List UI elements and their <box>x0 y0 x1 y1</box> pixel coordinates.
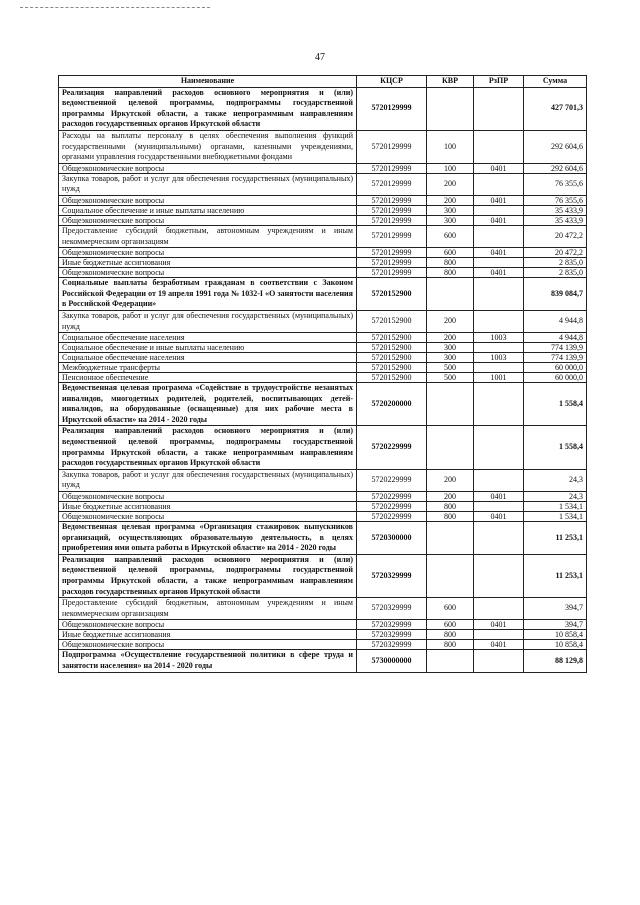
row-kcsr: 5720329999 <box>357 598 427 620</box>
table-row <box>59 173 587 195</box>
row-name: Ведомственная целевая программа «Организация стажировок выпускников организаций, осуществляющих образовательную деятельность, в целях приобретения ими опыта работы в Иркутской области» на 2014 - 2020 годы <box>59 522 357 555</box>
row-kcsr: 5720329999 <box>357 640 427 650</box>
table-row <box>59 502 587 512</box>
row-name: Общеэкономические вопросы <box>59 640 357 650</box>
table-row <box>59 598 587 620</box>
row-rzpr: 0401 <box>474 268 524 278</box>
row-kcsr: 5720329999 <box>357 630 427 640</box>
table-row <box>59 492 587 502</box>
header-name: Наименование <box>59 76 357 88</box>
row-name: Иные бюджетные ассигнования <box>59 630 357 640</box>
row-sum: 4 944,8 <box>524 310 587 332</box>
row-rzpr <box>474 630 524 640</box>
row-sum: 774 139,9 <box>524 343 587 353</box>
row-name: Подпрограмма «Осуществление государственной политики в сфере труда и занятости населения» на 2014 - 2020 годы <box>59 650 357 672</box>
table-row <box>59 310 587 332</box>
table-row <box>59 512 587 522</box>
table-row <box>59 630 587 640</box>
budget-table <box>58 75 587 673</box>
row-kvr: 100 <box>427 130 474 163</box>
row-rzpr: 1003 <box>474 333 524 343</box>
row-kvr: 200 <box>427 195 474 205</box>
row-kcsr: 5730000000 <box>357 650 427 672</box>
row-sum: 292 604,6 <box>524 163 587 173</box>
row-kvr: 300 <box>427 205 474 215</box>
row-name: Общеэкономические вопросы <box>59 248 357 258</box>
row-name: Общеэкономические вопросы <box>59 492 357 502</box>
header-rzpr: РзПР <box>474 76 524 88</box>
row-sum: 394,7 <box>524 598 587 620</box>
row-rzpr <box>474 343 524 353</box>
row-sum: 35 433,9 <box>524 205 587 215</box>
row-kcsr: 5720129999 <box>357 205 427 215</box>
row-name: Общеэкономические вопросы <box>59 215 357 225</box>
row-rzpr: 0401 <box>474 620 524 630</box>
row-sum: 11 253,1 <box>524 522 587 555</box>
row-kcsr: 5720129999 <box>357 195 427 205</box>
table-row <box>59 258 587 268</box>
row-rzpr <box>474 173 524 195</box>
row-kcsr: 5720229999 <box>357 512 427 522</box>
row-rzpr <box>474 225 524 247</box>
row-kvr <box>427 87 474 130</box>
row-kcsr: 5720229999 <box>357 492 427 502</box>
row-rzpr: 0401 <box>474 640 524 650</box>
row-rzpr: 0401 <box>474 512 524 522</box>
row-kvr: 200 <box>427 333 474 343</box>
row-sum: 88 129,8 <box>524 650 587 672</box>
row-kcsr: 5720229999 <box>357 469 427 491</box>
row-rzpr: 0401 <box>474 163 524 173</box>
row-kcsr: 5720329999 <box>357 554 427 597</box>
row-name: Ведомственная целевая программа «Содействие в трудоустройстве незанятых инвалидов, многодетных родителей, родителей, воспитывающих детей-инвалидов, на оборудованные (оснащенные) для них рабочие места в Иркутской области» на 2014 - 2020 годы <box>59 383 357 426</box>
row-kvr: 200 <box>427 469 474 491</box>
row-sum: 1 534,1 <box>524 502 587 512</box>
row-sum: 24,3 <box>524 492 587 502</box>
row-sum: 60 000,0 <box>524 363 587 373</box>
table-row <box>59 215 587 225</box>
row-name: Закупка товаров, работ и услуг для обеспечения государственных (муниципальных) нужд <box>59 173 357 195</box>
table-row <box>59 554 587 597</box>
table-row <box>59 522 587 555</box>
row-sum: 1 558,4 <box>524 383 587 426</box>
row-kvr: 200 <box>427 173 474 195</box>
table-row <box>59 363 587 373</box>
row-kvr: 300 <box>427 343 474 353</box>
row-rzpr <box>474 310 524 332</box>
row-kcsr: 5720129999 <box>357 248 427 258</box>
row-rzpr: 1003 <box>474 353 524 363</box>
table-body <box>59 87 587 672</box>
row-rzpr <box>474 426 524 469</box>
row-name: Общеэкономические вопросы <box>59 163 357 173</box>
row-sum: 20 472,2 <box>524 248 587 258</box>
row-rzpr <box>474 469 524 491</box>
row-name: Социальное обеспечение населения <box>59 353 357 363</box>
row-name: Расходы на выплаты персоналу в целях обеспечения выполнения функций государственными (муниципальными) органами, казенными учреждениями, органами управления государственными внебюджетными фондами <box>59 130 357 163</box>
row-kcsr: 5720129999 <box>357 225 427 247</box>
row-rzpr: 0401 <box>474 195 524 205</box>
row-rzpr <box>474 598 524 620</box>
row-name: Предоставление субсидий бюджетным, автономным учреждениям и иным некоммерческим организациям <box>59 598 357 620</box>
row-rzpr <box>474 205 524 215</box>
row-name: Межбюджетные трансферты <box>59 363 357 373</box>
row-kcsr: 5720129999 <box>357 268 427 278</box>
row-kvr: 200 <box>427 310 474 332</box>
row-kvr <box>427 278 474 311</box>
row-name: Социальные выплаты безработным гражданам в соответствии с Законом Российской Федерации от 19 апреля 1991 года № 1032-I «О занятости населения в Российской Федерации» <box>59 278 357 311</box>
row-kvr: 500 <box>427 363 474 373</box>
row-kvr: 500 <box>427 373 474 383</box>
row-kvr: 100 <box>427 163 474 173</box>
row-sum: 2 835,0 <box>524 268 587 278</box>
row-kcsr: 5720152900 <box>357 278 427 311</box>
row-sum: 774 139,9 <box>524 353 587 363</box>
row-kcsr: 5720229999 <box>357 502 427 512</box>
row-sum: 10 858,4 <box>524 630 587 640</box>
row-kvr: 800 <box>427 258 474 268</box>
header-sum: Сумма <box>524 76 587 88</box>
row-kcsr: 5720129999 <box>357 258 427 268</box>
row-sum: 2 835,0 <box>524 258 587 268</box>
row-kvr <box>427 650 474 672</box>
row-name: Социальное обеспечение населения <box>59 333 357 343</box>
row-rzpr <box>474 278 524 311</box>
row-name: Реализация направлений расходов основного мероприятия и (или) ведомственной целевой программы, подпрограммы государственной программы Иркутской области, а также непрограммным направлениям расходов государственных органов Иркутской области <box>59 426 357 469</box>
row-kcsr: 5720152900 <box>357 353 427 363</box>
table-row <box>59 130 587 163</box>
table-row <box>59 333 587 343</box>
row-kvr: 600 <box>427 225 474 247</box>
row-kcsr: 5720129999 <box>357 215 427 225</box>
row-name: Закупка товаров, работ и услуг для обеспечения государственных (муниципальных) нужд <box>59 310 357 332</box>
row-kvr: 600 <box>427 620 474 630</box>
row-kcsr: 5720152900 <box>357 343 427 353</box>
row-sum: 1 558,4 <box>524 426 587 469</box>
row-name: Иные бюджетные ассигнования <box>59 502 357 512</box>
row-sum: 60 000,0 <box>524 373 587 383</box>
row-rzpr <box>474 554 524 597</box>
row-name: Реализация направлений расходов основного мероприятия и (или) ведомственной целевой программы, подпрограммы государственной программы Иркутской области, а также непрограммным направлениям расходов государственных органов Иркутской области <box>59 554 357 597</box>
row-sum: 292 604,6 <box>524 130 587 163</box>
table-row <box>59 278 587 311</box>
row-kcsr: 5720229999 <box>357 426 427 469</box>
row-sum: 10 858,4 <box>524 640 587 650</box>
table-row <box>59 373 587 383</box>
row-kvr: 600 <box>427 248 474 258</box>
table-row <box>59 268 587 278</box>
row-sum: 11 253,1 <box>524 554 587 597</box>
row-sum: 394,7 <box>524 620 587 630</box>
row-kcsr: 5720129999 <box>357 173 427 195</box>
table-row <box>59 163 587 173</box>
row-kvr: 800 <box>427 630 474 640</box>
row-sum: 4 944,8 <box>524 333 587 343</box>
table-row <box>59 640 587 650</box>
table-header-row <box>59 76 587 88</box>
row-sum: 35 433,9 <box>524 215 587 225</box>
row-name: Общеэкономические вопросы <box>59 620 357 630</box>
row-name: Общеэкономические вопросы <box>59 512 357 522</box>
row-sum: 76 355,6 <box>524 195 587 205</box>
row-kvr: 800 <box>427 512 474 522</box>
row-kvr: 600 <box>427 598 474 620</box>
row-kvr: 800 <box>427 640 474 650</box>
header-kvr: КВР <box>427 76 474 88</box>
row-rzpr <box>474 87 524 130</box>
table-row <box>59 205 587 215</box>
row-rzpr <box>474 650 524 672</box>
row-name: Закупка товаров, работ и услуг для обеспечения государственных (муниципальных) нужд <box>59 469 357 491</box>
table-row <box>59 469 587 491</box>
row-rzpr: 0401 <box>474 248 524 258</box>
row-kvr: 800 <box>427 502 474 512</box>
row-rzpr <box>474 502 524 512</box>
row-kcsr: 5720129999 <box>357 163 427 173</box>
table-row <box>59 650 587 672</box>
row-kvr <box>427 554 474 597</box>
row-kcsr: 5720129999 <box>357 87 427 130</box>
row-name: Пенсионное обеспечение <box>59 373 357 383</box>
row-kvr: 800 <box>427 268 474 278</box>
table-row <box>59 195 587 205</box>
row-rzpr <box>474 383 524 426</box>
row-kcsr: 5720329999 <box>357 620 427 630</box>
table-row <box>59 620 587 630</box>
row-name: Общеэкономические вопросы <box>59 268 357 278</box>
table-row <box>59 225 587 247</box>
row-kvr: 300 <box>427 215 474 225</box>
page-number: 47 <box>315 52 325 63</box>
row-rzpr: 0401 <box>474 215 524 225</box>
table-row <box>59 353 587 363</box>
row-kvr <box>427 522 474 555</box>
row-name: Социальное обеспечение и иные выплаты населению <box>59 343 357 353</box>
row-rzpr <box>474 363 524 373</box>
row-sum: 24,3 <box>524 469 587 491</box>
scan-edge-mark <box>20 7 210 8</box>
row-rzpr <box>474 522 524 555</box>
row-sum: 839 084,7 <box>524 278 587 311</box>
row-kvr <box>427 426 474 469</box>
row-kcsr: 5720152900 <box>357 373 427 383</box>
row-rzpr: 0401 <box>474 492 524 502</box>
row-name: Реализация направлений расходов основного мероприятия и (или) ведомственной целевой программы, подпрограммы государственной программы Иркутской области, а также непрограммным направлениям расходов государственных органов Иркутской области <box>59 87 357 130</box>
table-row <box>59 383 587 426</box>
row-kcsr: 5720152900 <box>357 333 427 343</box>
row-rzpr <box>474 130 524 163</box>
row-sum: 76 355,6 <box>524 173 587 195</box>
row-kcsr: 5720152900 <box>357 310 427 332</box>
row-name: Иные бюджетные ассигнования <box>59 258 357 268</box>
row-sum: 427 701,3 <box>524 87 587 130</box>
row-kvr: 300 <box>427 353 474 363</box>
row-kcsr: 5720300000 <box>357 522 427 555</box>
table-row <box>59 87 587 130</box>
row-name: Общеэкономические вопросы <box>59 195 357 205</box>
table-row <box>59 426 587 469</box>
row-kvr <box>427 383 474 426</box>
row-rzpr <box>474 258 524 268</box>
row-kcsr: 5720152900 <box>357 363 427 373</box>
row-name: Предоставление субсидий бюджетным, автономным учреждениям и иным некоммерческим организациям <box>59 225 357 247</box>
row-kcsr: 5720129999 <box>357 130 427 163</box>
row-sum: 20 472,2 <box>524 225 587 247</box>
row-rzpr: 1001 <box>474 373 524 383</box>
table-row <box>59 343 587 353</box>
header-kcsr: КЦСР <box>357 76 427 88</box>
row-kvr: 200 <box>427 492 474 502</box>
table-row <box>59 248 587 258</box>
row-sum: 1 534,1 <box>524 512 587 522</box>
row-kcsr: 5720200000 <box>357 383 427 426</box>
row-name: Социальное обеспечение и иные выплаты населению <box>59 205 357 215</box>
